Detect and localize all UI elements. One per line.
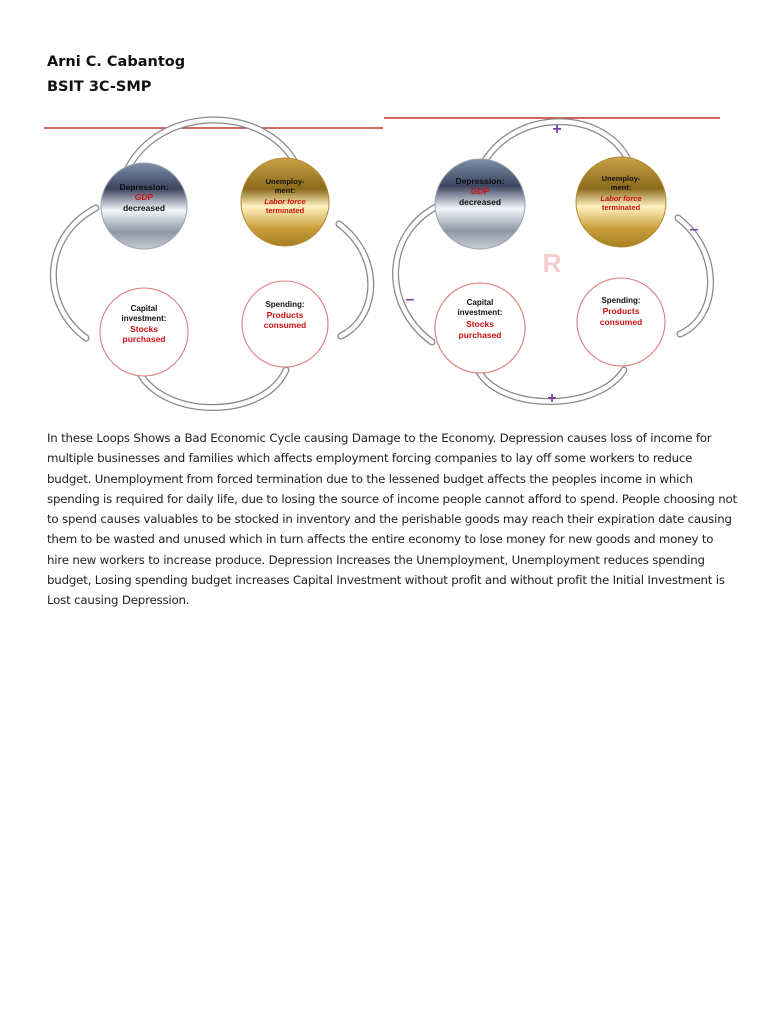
svg-text:terminated: terminated	[601, 203, 641, 212]
node-spending	[577, 278, 665, 366]
svg-text:Labor force: Labor force	[600, 194, 642, 203]
svg-text:Capital: Capital	[466, 298, 494, 307]
arrow-capital-to-depression	[53, 208, 96, 338]
svg-text:purchased: purchased	[122, 334, 166, 344]
class-section: BSIT 3C-SMP	[47, 79, 152, 95]
causal-loop-diagram-left	[38, 108, 383, 420]
svg-text:consumed: consumed	[599, 317, 643, 327]
svg-text:investment:: investment:	[457, 308, 503, 317]
explanation-paragraph: In these Loops Shows a Bad Economic Cycle causing Damage to the Economy. Depression causes loss of income for multiple businesses and families which affects employment forcing companies to lay off some workers to reduce budget. Unemployment from forced termination due to the lessened budget affects the peoples income in which spending is required for daily life, due to losing the source of income people cannot afford to spend. People choosing not to spend causes valuables to be stocked in inventory and the perishable goods may reach their expiration date causing them to be wasted and unused which in turn affects the entire economy to lose money for new goods and money to hire new workers to increase produce. Depression Increases the Unemployment, Unemployment reduces spending budget, Losing spending budget increases Capital Investment without profit and without profit the Initial Investment is Lost causing Depression.	[47, 431, 737, 608]
node-capital-investment	[435, 283, 525, 373]
svg-text:Depression:: Depression:	[455, 176, 505, 186]
node-unemployment	[576, 157, 666, 247]
svg-text:Depression:: Depression:	[119, 182, 169, 192]
svg-text:GDP: GDP	[470, 186, 490, 196]
svg-text:Labor force: Labor force	[264, 197, 306, 206]
arrow-spending-to-capital	[138, 370, 286, 408]
polarity-bottom: +	[547, 390, 557, 407]
svg-text:Unemploy-: Unemploy-	[601, 174, 641, 183]
svg-text:Capital: Capital	[130, 304, 158, 313]
polarity-left: –	[405, 291, 415, 308]
svg-text:Products: Products	[602, 306, 640, 316]
document-header	[47, 50, 185, 100]
svg-text:Spending:: Spending:	[601, 296, 641, 305]
node-depression	[435, 159, 525, 249]
svg-text:Products: Products	[266, 310, 304, 320]
svg-text:Stocks: Stocks	[466, 319, 494, 329]
polarity-right: –	[689, 221, 699, 238]
node-capital-investment	[100, 288, 188, 376]
node-spending	[242, 281, 328, 367]
polarity-top: +	[552, 121, 562, 138]
svg-text:Unemploy-: Unemploy-	[265, 177, 305, 186]
causal-loop-diagram-right	[380, 108, 725, 420]
svg-text:Stocks: Stocks	[130, 324, 158, 334]
svg-text:terminated: terminated	[265, 206, 305, 215]
svg-text:ment:: ment:	[274, 186, 296, 195]
author-name: Arni C. Cabantog	[47, 54, 186, 70]
svg-text:GDP: GDP	[134, 192, 154, 202]
svg-text:decreased: decreased	[122, 203, 166, 213]
svg-text:ment:: ment:	[610, 183, 632, 192]
svg-text:decreased: decreased	[458, 197, 502, 207]
node-unemployment	[241, 158, 329, 246]
node-depression	[101, 163, 187, 249]
loop-label-r: R	[542, 248, 562, 278]
svg-text:Spending:: Spending:	[265, 300, 305, 309]
svg-text:consumed: consumed	[263, 320, 307, 330]
svg-text:purchased: purchased	[458, 330, 502, 340]
svg-text:investment:: investment:	[121, 314, 167, 323]
